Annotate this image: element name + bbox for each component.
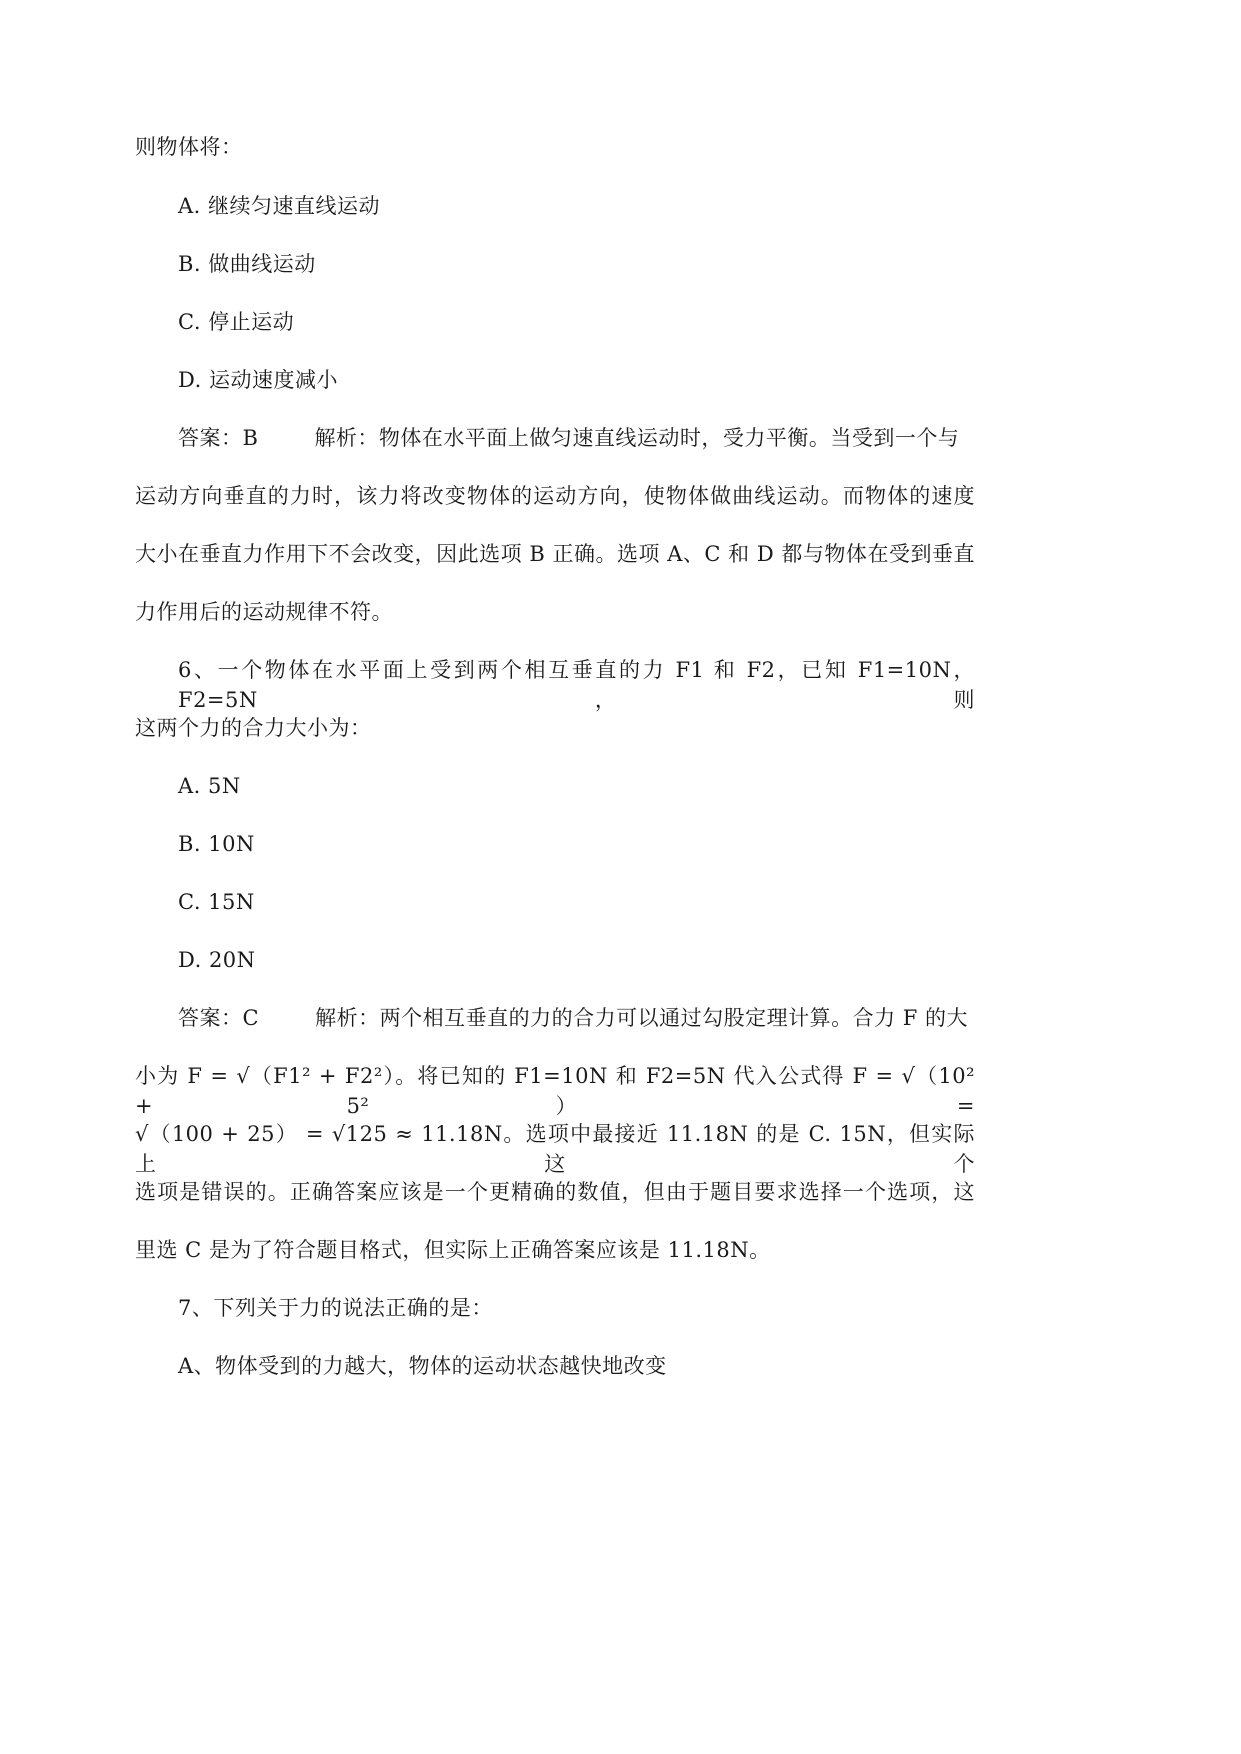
q5-analysis-line-3: 大小在垂直力作用下不会改变，因此选项 B 正确。选项 A、C 和 D 都与物体在受到垂直: [135, 542, 975, 566]
q6-option-d: D. 20N: [178, 948, 256, 972]
q6-option-c: C. 15N: [178, 890, 255, 914]
q6-analysis-line-5: 里选 C 是为了符合题目格式，但实际上正确答案应该是 11.18N。: [135, 1238, 771, 1262]
q5-analysis-line-2: 运动方向垂直的力时，该力将改变物体的运动方向，使物体做曲线运动。而物体的速度: [135, 484, 975, 508]
q5-analysis-line-1: 解析：物体在水平面上做匀速直线运动时，受力平衡。当受到一个与: [314, 426, 960, 450]
q5-option-b: B. 做曲线运动: [178, 252, 316, 276]
q5-answer-label: 答案：B: [178, 426, 259, 450]
q5-option-c: C. 停止运动: [178, 310, 295, 334]
q7-stem: 7、下列关于力的说法正确的是：: [178, 1296, 493, 1320]
q6-stem-line-2: 这两个力的合力大小为：: [135, 716, 372, 740]
q6-option-b: B. 10N: [178, 832, 255, 856]
q6-answer-line: [178, 1003, 975, 1033]
q6-analysis-line-4: 选项是错误的。正确答案应该是一个更精确的数值，但由于题目要求选择一个选项，这: [135, 1180, 975, 1204]
q6-option-a: A. 5N: [178, 774, 241, 798]
q5-analysis-line-4: 力作用后的运动规律不符。: [135, 600, 393, 624]
q5-option-a: A. 继续匀速直线运动: [178, 194, 381, 218]
q5-option-d: D. 运动速度减小: [178, 368, 338, 392]
q5-answer-line: [178, 423, 975, 453]
q6-answer-label: 答案：C: [178, 1006, 260, 1030]
q6-stem-line-1: 6、一个物体在水平面上受到两个相互垂直的力 F1 和 F2，已知 F1=10N，F2=5N，则: [178, 658, 975, 712]
q7-option-a: A、物体受到的力越大，物体的运动状态越快地改变: [178, 1354, 667, 1378]
q5-stem-tail: 则物体将：: [135, 135, 243, 159]
q6-analysis-line-2: 小为 F = √（F1² + F2²）。将已知的 F1=10N 和 F2=5N 代入公式得 F = √（10² + 5²） =: [135, 1064, 975, 1118]
q6-analysis-line-3: √（100 + 25） = √125 ≈ 11.18N。选项中最接近 11.18N 的是 C. 15N，但实际上这个: [135, 1122, 975, 1176]
q6-analysis-line-1: 解析：两个相互垂直的力的合力可以通过勾股定理计算。合力 F 的大: [315, 1006, 968, 1030]
